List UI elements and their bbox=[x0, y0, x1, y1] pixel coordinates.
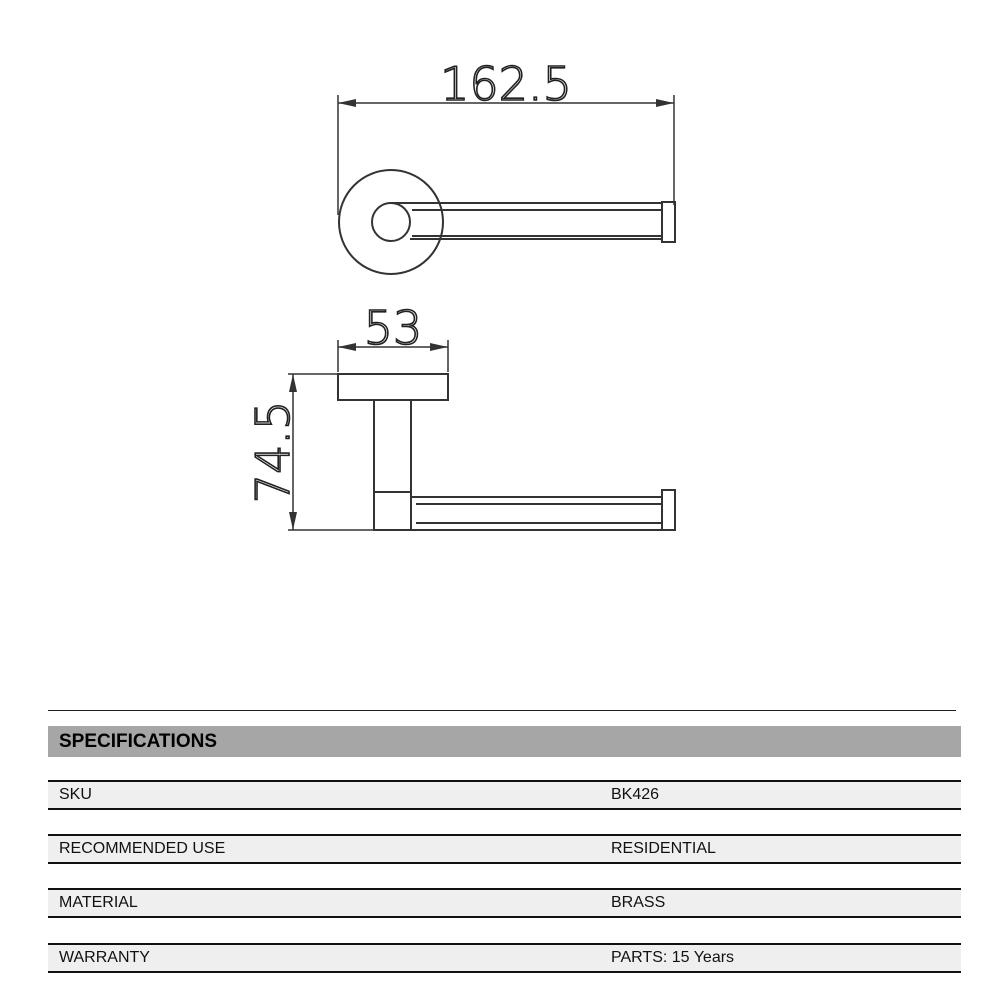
backplate-inner bbox=[372, 203, 410, 241]
spec-row-sku bbox=[48, 780, 961, 810]
side-end-cap bbox=[662, 490, 675, 530]
spec-label: RECOMMENDED USE bbox=[59, 840, 226, 857]
front-view bbox=[338, 95, 675, 274]
arm bbox=[391, 203, 662, 239]
height-dimension-label: 74.5 bbox=[246, 400, 300, 504]
specifications-title: SPECIFICATIONS bbox=[59, 731, 217, 752]
side-view bbox=[288, 340, 675, 530]
length-dimension-label: 162.5 bbox=[440, 57, 572, 111]
spec-label: WARRANTY bbox=[59, 949, 150, 966]
spec-value: PARTS: 15 Years bbox=[611, 949, 735, 966]
mounting-plate bbox=[338, 374, 448, 400]
specifications-header bbox=[48, 726, 961, 757]
backplate-outer bbox=[339, 170, 443, 274]
depth-dimension-label: 53 bbox=[363, 301, 423, 355]
spec-label: SKU bbox=[59, 786, 92, 803]
spec-row-recommended-use bbox=[48, 834, 961, 864]
spec-row-warranty bbox=[48, 943, 961, 973]
spec-label: MATERIAL bbox=[59, 894, 138, 911]
spec-value: BRASS bbox=[611, 894, 666, 911]
post bbox=[374, 400, 411, 530]
end-cap bbox=[662, 202, 675, 242]
spec-value: RESIDENTIAL bbox=[611, 840, 716, 857]
spec-row-material bbox=[48, 888, 961, 918]
divider bbox=[48, 710, 956, 711]
spec-value: BK426 bbox=[611, 786, 660, 803]
